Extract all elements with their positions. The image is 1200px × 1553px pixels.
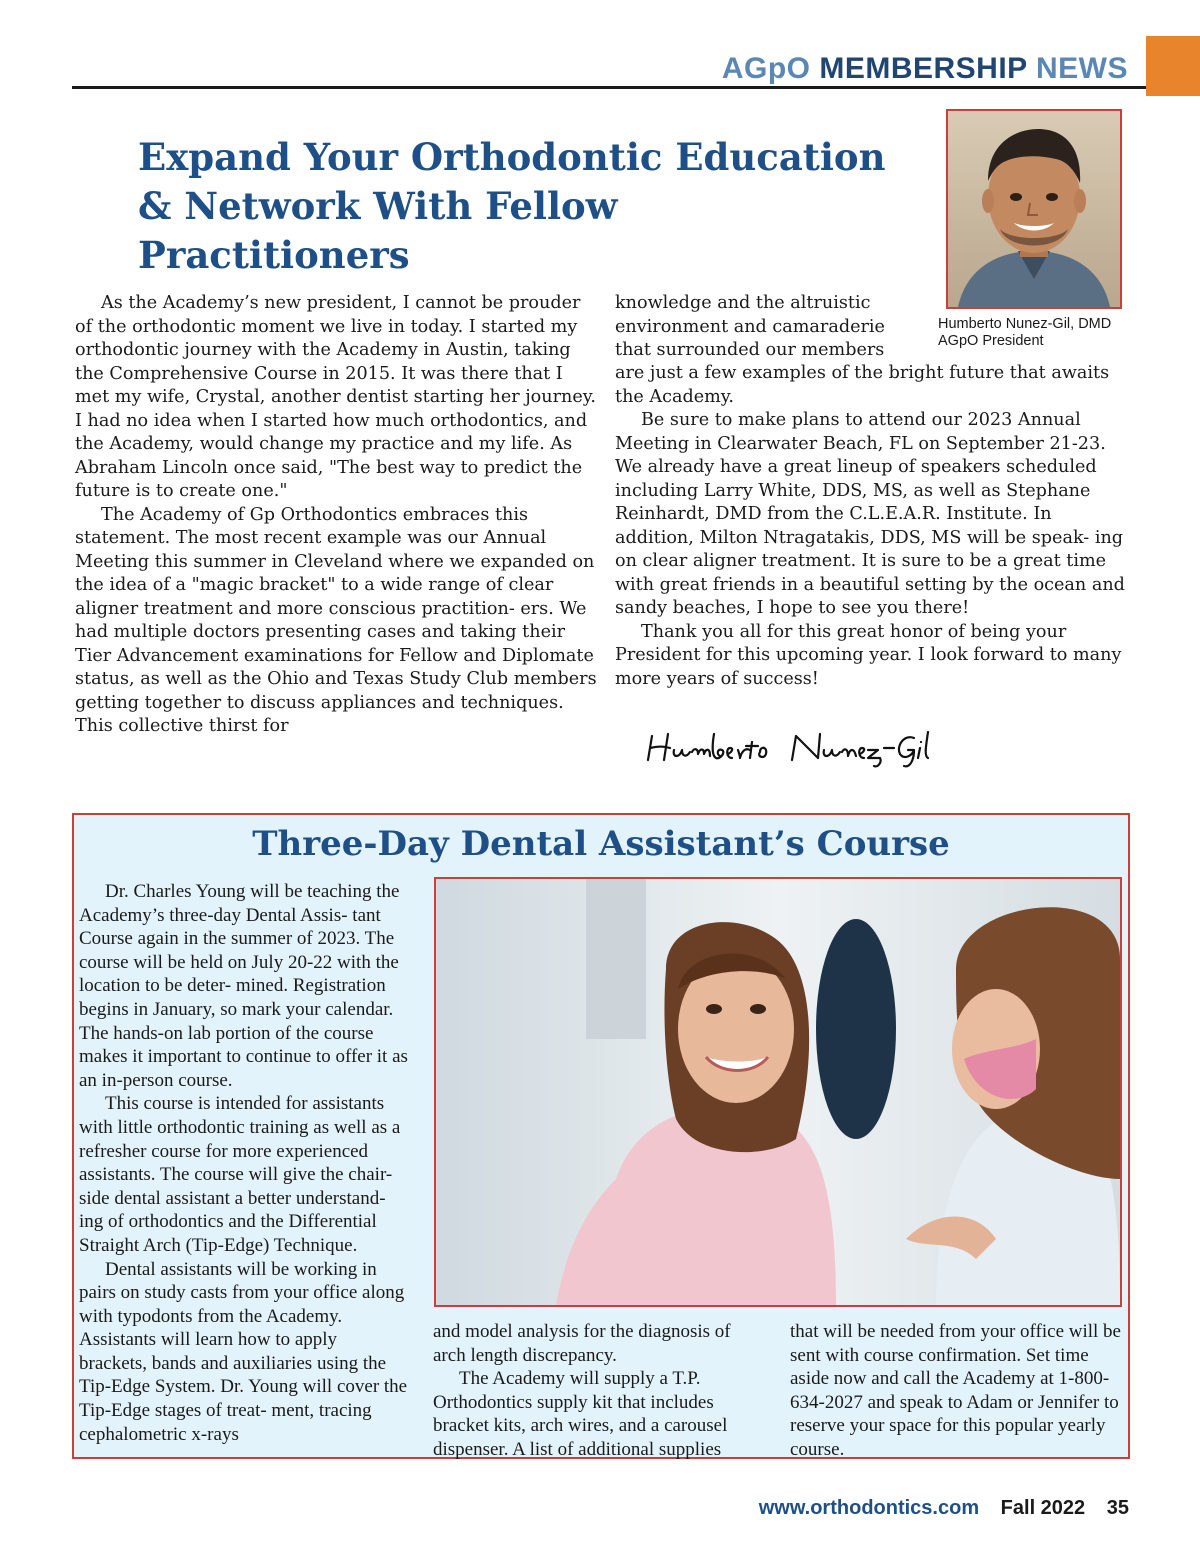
course-title: Three-Day Dental Assistant’s Course: [252, 824, 950, 864]
course-paragraph-3-end: and model analysis for the diagnosis of arch length discrepancy.: [433, 1321, 731, 1366]
course-paragraph-4: The Academy will supply a T.P. Orthodontics supply kit that includes bracket kits, arch wires, and a carousel dispenser. A list of additional supplies: [433, 1368, 728, 1460]
article-paragraph-2-continued: knowledge and the altruistic environment and camaraderie that surrounded our members: [615, 293, 885, 360]
article-column-2: [615, 362, 1130, 691]
section-header-news: NEWS: [1036, 52, 1128, 85]
footer-issue: Fall 2022: [1000, 1497, 1086, 1519]
course-paragraph-2: This course is intended for assistants with little orthodontic training as well as a refresher course for more experienced assistants. The course will give the chair- side dental assistant a better understand- ing of orthodontics and the Differential Straight Arch (Tip-Edge) Technique.: [79, 1093, 401, 1256]
article-column-1: [75, 292, 597, 739]
dental-photo-illustration: [436, 879, 1120, 1305]
article-paragraph-2-end: are just a few examples of the bright future that awaits the Academy.: [615, 363, 1110, 407]
page-number: 35: [1106, 1497, 1129, 1519]
article-paragraph-3: Be sure to make plans to attend our 2023 Annual Meeting in Clearwater Beach, FL on September 21-23. We already have a great lineup of speakers scheduled including Larry White, DDS, MS, as well as Stephane Reinhardt, DMD from the C.L.E.A.R. Institute. In addition, Milton Ntragatakis, DDS, MS will be speak- ing on clear aligner treatment. It is sure to be a great time with great friends in a beautiful setting by the ocean and sandy beaches, I hope to see you there!: [615, 410, 1125, 618]
article-column-2-top: [615, 292, 905, 363]
dental-photo: [434, 877, 1122, 1307]
article-paragraph-2: The Academy of Gp Orthodontics embraces this statement. The most recent example was our Annual Meeting this summer in Cleveland where we expanded on the idea of a "magic bracket" to a wide range of clear aligner treatment and more conscious practition- ers. We had multiple doctors presenting cases and taking their Tier Advancement examinations for Fellow and Diplomate status, as well as the Ohio and Texas Study Club members getting together to discuss appliances and techniques. This collective thirst for: [75, 504, 597, 736]
course-column-2: [433, 1320, 763, 1462]
portrait-illustration: [948, 111, 1120, 307]
section-header: [722, 52, 1128, 86]
article-paragraph-4: Thank you all for this great honor of being your President for this upcoming year. I look forward to many more years of success!: [615, 621, 1122, 689]
footer-url[interactable]: www.orthodontics.com: [758, 1497, 980, 1519]
article-paragraph-1: As the Academy’s new president, I cannot be prouder of the orthodontic moment we live in today. I started my orthodontic journey with the Academy in Austin, taking the Comprehensive Course in 2015. It was there that I met my wife, Crystal, another dentist starting her journey. I had no idea when I started how much orthodontics, and the Academy, would change my practice and my life. As Abraham Lincoln once said, "The best way to predict the future is to create one.": [75, 293, 596, 501]
article-title-line1: Expand Your Orthodontic Education: [138, 135, 886, 179]
course-column-1: [79, 880, 409, 1446]
page-footer: [759, 1497, 1129, 1520]
header-divider: [72, 86, 1146, 89]
article-title: [138, 133, 898, 280]
portrait-caption: [938, 316, 1148, 350]
caption-title: AGpO President: [938, 333, 1044, 349]
article-title-line2: & Network With Fellow Practitioners: [138, 184, 618, 277]
course-box: [72, 813, 1130, 1459]
president-signature: [646, 728, 976, 768]
president-portrait: [946, 109, 1122, 309]
course-paragraph-3: Dental assistants will be working in pairs on study casts from your office along with typodonts from the Academy. Assistants will learn how to apply brackets, bands and auxiliaries using the Tip-Edge System. Dr. Young will cover the Tip-Edge stages of treat- ment, tracing cephalometric x-rays: [79, 1258, 408, 1445]
course-paragraph-4-end: that will be needed from your office will be sent with course confirmation. Set time aside now and call the Academy at 1-800-634-2027 and speak to Adam or Jennifer to reserve your space for this popular yearly course.: [790, 1321, 1121, 1460]
course-paragraph-1: Dr. Charles Young will be teaching the Academy’s three-day Dental Assis- tant Course again in the summer of 2023. The course will be held on July 20-22 with the location to be deter- mined. Registration begins in January, so mark your calendar. The hands-on lab portion of the course makes it important to continue to offer it as an in-person course.: [79, 881, 408, 1091]
section-header-agpo: AGpO: [721, 52, 811, 85]
caption-name: Humberto Nunez-Gil, DMD: [938, 316, 1112, 332]
section-header-membership: MEMBERSHIP: [819, 52, 1028, 85]
signature-drawing: [646, 728, 976, 768]
section-tab-marker: [1146, 36, 1200, 96]
course-column-3: [790, 1320, 1124, 1462]
